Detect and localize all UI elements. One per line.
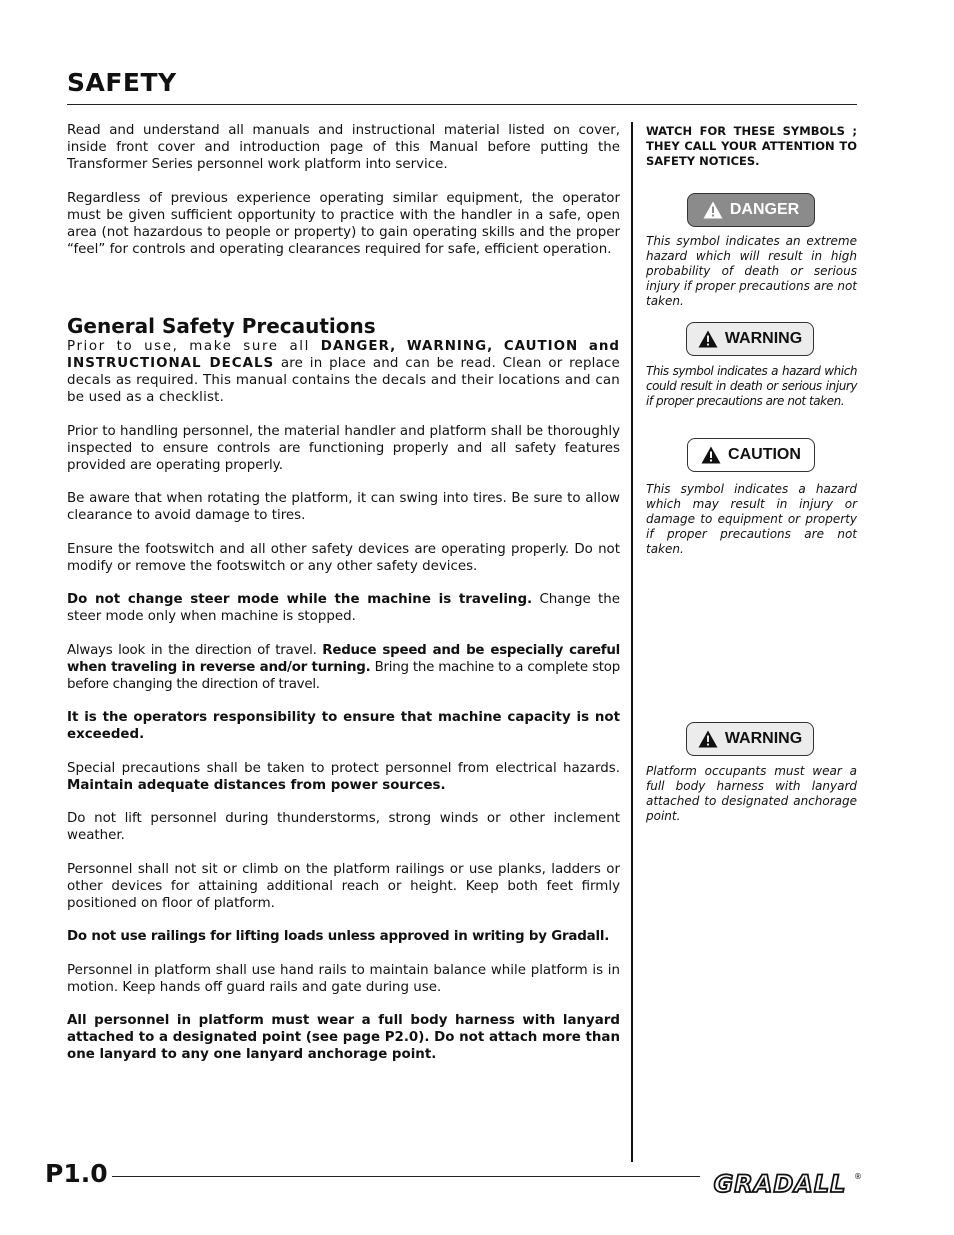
precaution-railings: Personnel shall not sit or climb on the platform railings or use planks, ladders or other devices for attaining additional reach or height. Keep both feet firmly positioned on floor of platform. bbox=[67, 861, 620, 911]
bold-run: It is the operators responsibility to ensure that machine capacity is not exceeded. bbox=[67, 710, 620, 742]
caution-badge bbox=[687, 438, 815, 472]
precaution-capacity bbox=[67, 709, 620, 743]
precaution-steer-mode bbox=[67, 591, 620, 625]
precaution-hand-rails: Personnel in platform shall use hand rails to maintain balance while platform is in motion. Keep hands off guard rails and gate during use. bbox=[67, 962, 620, 995]
text-run: Bring the machine to a complete stop before changing the direction of travel. bbox=[67, 659, 620, 692]
registered-mark: ® bbox=[854, 1172, 862, 1181]
text-run: Prior to use, make sure all bbox=[67, 339, 321, 354]
warning-label: WARNING bbox=[724, 330, 803, 347]
bold-run: Do not use railings for lifting loads unless approved in writing by Gradall. bbox=[67, 929, 610, 944]
footer-divider bbox=[112, 1176, 700, 1177]
precaution-rotation: Be aware that when rotating the platform, it can swing into tires. Be sure to allow clearance to avoid damage to tires. bbox=[67, 491, 620, 523]
precaution-travel bbox=[67, 642, 620, 693]
sidebar bbox=[646, 124, 857, 823]
gradall-logo bbox=[704, 1168, 860, 1198]
warning-triangle-icon bbox=[698, 330, 718, 348]
precaution-footswitch: Ensure the footswitch and all other safety devices are operating properly. Do not modify or remove the footswitch or any other safety devices. bbox=[67, 541, 620, 574]
page-title: SAFETY bbox=[67, 68, 177, 97]
symbols-notice: WATCH FOR THESE SYMBOLS ; THEY CALL YOUR ATTENTION TO SAFETY NOTICES. bbox=[646, 124, 857, 168]
text-run: are in place and can be read. Clean or replace decals as required. This manual contains the decals and their locations and can be used as a checklist. bbox=[67, 356, 620, 405]
precaution-inspection: Prior to handling personnel, the material handler and platform shall be thoroughly inspected to ensure controls are functioning properly and all safety features provided are operating properly. bbox=[67, 423, 620, 473]
harness-warning-description: Platform occupants must wear a full body harness with lanyard attached to designated anchorage point. bbox=[646, 764, 857, 823]
title-divider bbox=[67, 104, 857, 105]
bold-run: Maintain adequate distances from power sources. bbox=[67, 777, 446, 793]
precaution-harness bbox=[67, 1012, 620, 1063]
warning-triangle-icon bbox=[698, 730, 718, 748]
section-heading: General Safety Precautions bbox=[67, 314, 376, 338]
danger-badge bbox=[687, 193, 815, 227]
column-divider bbox=[631, 122, 633, 1162]
page-number: P1.0 bbox=[45, 1159, 108, 1188]
bold-run: All personnel in platform must wear a full body harness with lanyard attached to a designated point (see page P2.0). Do not attach more than one lanyard to any one lanyard anchorage point. bbox=[67, 1013, 620, 1062]
danger-description: This symbol indicates an extreme hazard which will result in high probability of death or serious injury if proper precautions are not taken. bbox=[646, 234, 857, 308]
precaution-decals bbox=[67, 338, 620, 406]
danger-label: DANGER bbox=[729, 201, 800, 218]
caution-label: CAUTION bbox=[728, 446, 801, 463]
harness-warning-badge bbox=[686, 722, 814, 756]
text-run: Special precautions shall be taken to protect personnel from electrical hazards. bbox=[67, 760, 620, 776]
warning-description: This symbol indicates a hazard which could result in death or serious injury if proper precautions are not taken. bbox=[646, 364, 857, 408]
harness-warning-label: WARNING bbox=[724, 730, 803, 747]
intro-paragraph-2: Regardless of previous experience operating similar equipment, the operator must be given sufficient opportunity to practice with the handler in a safe, open area (not hazardous to people or property) to gain operating skills and the proper “feel” for controls and operating clearances required for safe, efficient operation. bbox=[67, 190, 620, 257]
text-run: Change the steer mode only when machine is stopped. bbox=[67, 592, 620, 624]
warning-badge bbox=[686, 322, 814, 356]
intro-paragraph-1: Read and understand all manuals and instructional material listed on cover, inside front cover and introduction page of this Manual before putting the Transformer Series personnel work platform into service. bbox=[67, 123, 620, 172]
warning-triangle-icon bbox=[703, 201, 723, 219]
caution-description: This symbol indicates a hazard which may result in injury or damage to equipment or property if proper precautions are not taken. bbox=[646, 482, 857, 556]
bold-run: DANGER, WARNING, CAUTION and INSTRUCTIONAL DECALS bbox=[67, 339, 620, 371]
logo-wordmark: GRADALL bbox=[713, 1170, 847, 1198]
bold-run: Do not change steer mode while the machine is traveling. bbox=[67, 592, 533, 607]
precaution-weather: Do not lift personnel during thunderstorms, strong winds or other inclement weather. bbox=[67, 811, 620, 843]
precaution-electrical bbox=[67, 760, 620, 794]
text-run: Always look in the direction of travel. bbox=[67, 642, 323, 658]
main-column bbox=[67, 122, 620, 1080]
warning-triangle-icon bbox=[701, 446, 721, 464]
bold-run: Reduce speed and be especially careful when traveling in reverse and/or turning. bbox=[67, 642, 621, 675]
precaution-lifting bbox=[67, 928, 620, 945]
